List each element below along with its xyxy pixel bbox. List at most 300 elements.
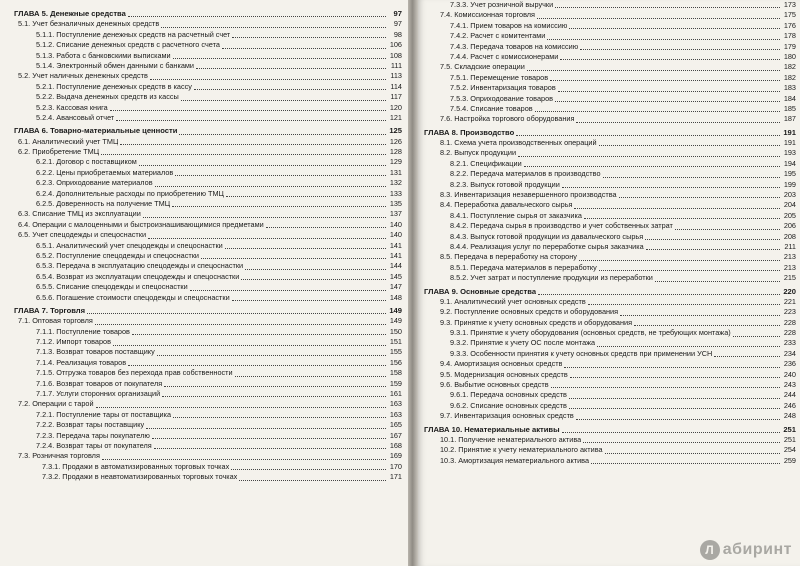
toc-entry — [14, 137, 402, 147]
toc-page-number: 126 — [389, 136, 402, 146]
toc-page-number: 131 — [389, 167, 402, 177]
dot-leader — [235, 375, 386, 377]
toc-page-number: 151 — [389, 337, 402, 347]
toc-entry-title: 6.5. Учет спецодежды и спецоснастки — [18, 230, 147, 240]
toc-page-number: 144 — [389, 261, 402, 271]
toc-entry-title: 7.4.1. Прием товаров на комиссию — [450, 20, 568, 30]
dot-leader — [226, 195, 386, 197]
toc-page-number: 182 — [783, 72, 796, 82]
toc-entry-title: 9.5. Модернизация основных средств — [440, 369, 568, 379]
toc-entry — [422, 359, 796, 369]
toc-entry-title: 5.1.3. Работа с банковскими выписками — [36, 50, 171, 60]
toc-page-number: 155 — [389, 347, 402, 357]
toc-entry-title: ГЛАВА 10. Нематериальные активы — [424, 424, 560, 434]
toc-entry — [422, 169, 796, 179]
toc-entry — [14, 147, 402, 157]
dot-leader — [569, 397, 780, 399]
toc-entry-title: 7.2.1. Поступление тары от поставщика — [36, 409, 172, 419]
toc-entry — [14, 348, 402, 358]
toc-page-number: 185 — [783, 103, 796, 113]
toc-entry — [14, 441, 402, 451]
toc-entry-title: 10.3. Амортизация нематериального актива — [440, 455, 590, 465]
dot-leader — [675, 228, 780, 230]
toc-entry — [422, 380, 796, 390]
toc-page-number: 137 — [389, 209, 402, 219]
toc-entry — [14, 189, 402, 199]
toc-entry — [422, 94, 796, 104]
toc-page-number: 97 — [393, 8, 402, 18]
dot-leader — [110, 109, 386, 111]
toc-entry-title: 6.5.1. Аналитический учет спецодежды и спецоснастки — [36, 240, 223, 250]
toc-entry-title: 6.2. Приобретение ТМЦ — [18, 147, 100, 157]
toc-entry-title: 8.4.2. Передача сырья в производство и учет собственных затрат — [450, 221, 673, 231]
dot-leader — [538, 293, 780, 295]
book-gutter — [408, 0, 418, 566]
toc-entry-title: 6.5.3. Передача в эксплуатацию спецодежды и спецоснастки — [36, 261, 244, 271]
dot-leader — [599, 144, 780, 146]
toc-page-number: 128 — [389, 147, 402, 157]
toc-entry — [14, 399, 402, 409]
toc-entry-title: 6.4. Операции с малоценными и быстроизнашивающимися предметами — [18, 219, 264, 229]
toc-page-number: 141 — [389, 240, 402, 250]
toc-page-number: 129 — [389, 157, 402, 167]
dot-leader — [564, 366, 780, 368]
dot-leader — [555, 6, 780, 8]
dot-leader — [139, 164, 386, 166]
toc-entry-title: 8.5.2. Учет затрат и поступление продукции из переработки — [450, 273, 653, 283]
toc-entry-title: 7.1.6. Возврат товаров от покупателя — [36, 378, 163, 388]
toc-chapter-heading — [422, 128, 796, 138]
toc-page-number: 233 — [783, 338, 796, 348]
toc-entry — [14, 30, 402, 40]
dot-leader — [181, 99, 386, 101]
dot-leader — [588, 303, 780, 305]
dot-leader — [245, 268, 386, 270]
toc-page-number: 169 — [389, 451, 402, 461]
toc-page-number: 163 — [389, 399, 402, 409]
toc-page-number: 121 — [389, 112, 402, 122]
toc-entry-title: 8.1. Схема учета производственных операций — [440, 138, 597, 148]
dot-leader — [232, 36, 386, 38]
toc-entry — [422, 73, 796, 83]
toc-page-number: 168 — [389, 441, 402, 450]
toc-page-number: 259 — [783, 455, 796, 465]
dot-leader — [527, 69, 780, 71]
dot-leader — [569, 407, 780, 409]
toc-entry — [14, 327, 402, 337]
toc-chapter-heading — [422, 425, 796, 435]
toc-entry-title: 8.4.3. Выпуск готовой продукции из давальческого сырья — [450, 231, 644, 241]
toc-entry — [422, 190, 796, 200]
toc-page-number: 133 — [389, 188, 402, 198]
toc-page-number: 173 — [783, 0, 796, 9]
toc-page-number: 171 — [389, 472, 402, 482]
toc-entry-title: 7.4.2. Расчет с комитентами — [450, 31, 546, 41]
dot-leader — [569, 27, 780, 29]
toc-chapter-heading — [14, 126, 402, 136]
toc-entry — [14, 282, 402, 292]
toc-page-number: 220 — [783, 286, 796, 296]
toc-page-number: 251 — [783, 424, 796, 434]
toc-page-number: 145 — [389, 271, 402, 281]
toc-entry — [14, 431, 402, 441]
toc-entry — [422, 221, 796, 231]
toc-entry-title: 8.2.1. Спецификации — [450, 158, 522, 168]
toc-entry-title: 5.2.1. Поступление денежных средств в кассу — [36, 81, 192, 91]
dot-leader — [96, 406, 386, 408]
dot-leader — [161, 26, 386, 28]
toc-entry-title: 9.6.1. Передача основных средств — [450, 390, 567, 400]
toc-entry — [422, 456, 796, 466]
toc-entry — [14, 462, 402, 472]
toc-entry-title: ГЛАВА 8. Производство — [424, 127, 515, 137]
toc-entry-title: 8.4. Переработка давальческого сырья — [440, 200, 573, 210]
dot-leader — [190, 289, 386, 291]
toc-page-number: 156 — [389, 357, 402, 367]
toc-entry — [422, 242, 796, 252]
toc-entry — [14, 157, 402, 167]
dot-leader — [576, 418, 780, 420]
toc-entry-title: 7.6. Настройка торгового оборудования — [440, 114, 575, 124]
toc-entry — [14, 71, 402, 81]
toc-page-number: 254 — [783, 445, 796, 455]
toc-entry — [14, 337, 402, 347]
toc-page-number: 205 — [783, 210, 796, 220]
toc-entry-title: 6.5.4. Возврат из эксплуатации спецодежды и спецоснастки — [36, 271, 240, 281]
toc-entry — [422, 435, 796, 445]
toc-entry-title: 6.5.6. Погашение стоимости спецодежды и спецоснастки — [36, 292, 230, 302]
toc-entry — [14, 261, 402, 271]
toc-entry — [14, 251, 402, 261]
toc-entry — [14, 178, 402, 188]
toc-entry — [14, 272, 402, 282]
toc-entry — [422, 252, 796, 262]
toc-entry — [422, 211, 796, 221]
toc-page-number: 208 — [783, 231, 796, 241]
dot-leader — [518, 155, 780, 157]
watermark-text: абиринт — [722, 541, 792, 558]
dot-leader — [579, 259, 780, 261]
dot-leader — [584, 217, 780, 219]
toc-entry — [422, 370, 796, 380]
dot-leader — [232, 299, 386, 301]
toc-entry — [14, 82, 402, 92]
toc-entry — [422, 339, 796, 349]
dot-leader — [535, 110, 780, 112]
dot-leader — [714, 355, 780, 357]
dot-leader — [95, 323, 386, 325]
toc-entry-title: ГЛАВА 6. Товарно-материальные ценности — [14, 126, 178, 136]
toc-page-number: 195 — [783, 169, 796, 179]
toc-page-number: 108 — [389, 50, 402, 60]
toc-entry — [422, 200, 796, 210]
dot-leader — [619, 196, 780, 198]
dot-leader — [157, 354, 386, 356]
toc-page-number: 223 — [783, 307, 796, 317]
toc-entry — [14, 113, 402, 123]
dot-leader — [113, 344, 386, 346]
toc-page-number: 167 — [389, 430, 402, 440]
toc-entry — [422, 42, 796, 52]
toc-page-number: 248 — [783, 411, 796, 421]
toc-page-number: 158 — [389, 368, 402, 378]
toc-page-number: 191 — [783, 138, 796, 148]
toc-chapter-heading — [14, 9, 402, 19]
dot-leader — [516, 134, 780, 136]
toc-page-number: 246 — [783, 400, 796, 410]
toc-page-number: 120 — [389, 102, 402, 112]
dot-leader — [591, 462, 780, 464]
toc-page-number: 228 — [783, 317, 796, 327]
toc-entry — [14, 451, 402, 461]
toc-entry — [422, 62, 796, 72]
toc-entry — [422, 273, 796, 283]
toc-entry-title: 6.3. Списание ТМЦ из эксплуатации — [18, 209, 141, 219]
toc-page-number: 178 — [783, 31, 796, 41]
toc-entry — [14, 220, 402, 230]
dot-leader — [620, 314, 780, 316]
dot-leader — [222, 47, 386, 49]
toc-page-number: 97 — [393, 19, 402, 29]
toc-page-number: 165 — [389, 420, 402, 430]
toc-entry-title: 7.3.1. Продажи в автоматизированных торговых точках — [42, 461, 230, 471]
toc-page-number: 215 — [783, 273, 796, 283]
toc-page-number: 98 — [393, 29, 402, 39]
toc-page-number: 244 — [783, 390, 796, 400]
dot-leader — [655, 280, 780, 282]
dot-leader — [562, 431, 780, 433]
dot-leader — [580, 48, 780, 50]
toc-entry — [422, 159, 796, 169]
dot-leader — [558, 90, 780, 92]
toc-entry-title: 7.1.5. Отгрузка товаров без перехода прав собственности — [36, 368, 233, 378]
toc-page-number: 148 — [389, 292, 402, 302]
toc-entry-title: 8.5.1. Передача материалов в переработку — [450, 262, 597, 272]
toc-entry — [14, 92, 402, 102]
dot-leader — [597, 345, 780, 347]
toc-entry-title: 7.4. Комиссионная торговля — [440, 10, 535, 20]
toc-page-number: 147 — [389, 282, 402, 292]
toc-page-number: 113 — [390, 71, 402, 81]
toc-entry — [422, 10, 796, 20]
toc-entry-title: ГЛАВА 9. Основные средства — [424, 286, 537, 296]
toc-entry-title: 9.1. Аналитический учет основных средств — [440, 296, 586, 306]
toc-page-number: 135 — [389, 199, 402, 209]
toc-entry-title: 6.2.5. Доверенность на получение ТМЦ — [36, 199, 171, 209]
toc-page-number: 193 — [783, 148, 796, 158]
toc-right-page — [418, 0, 800, 566]
dot-leader — [179, 133, 386, 135]
toc-page-number: 149 — [389, 316, 402, 326]
dot-leader — [551, 386, 780, 388]
toc-entry — [14, 61, 402, 71]
toc-entry — [422, 21, 796, 31]
toc-page-number: 199 — [783, 179, 796, 189]
toc-entry — [14, 103, 402, 113]
dot-leader — [547, 38, 780, 40]
toc-entry-title: 7.1.1. Поступление товаров — [36, 326, 130, 336]
dot-leader — [143, 216, 386, 218]
dot-leader — [550, 79, 780, 81]
dot-leader — [172, 205, 386, 207]
toc-entry — [14, 316, 402, 326]
toc-entry-title: 7.4.3. Передача товаров на комиссию — [450, 41, 579, 51]
dot-leader — [196, 67, 386, 69]
toc-entry-title: 8.2.2. Передача материалов в производство — [450, 169, 601, 179]
toc-page-number: 251 — [783, 435, 796, 444]
toc-entry — [422, 445, 796, 455]
dot-leader — [583, 441, 780, 443]
toc-entry — [14, 410, 402, 420]
toc-entry-title: 8.3. Инвентаризация незавершенного производства — [440, 190, 617, 200]
toc-entry-title: 5.1.4. Электронный обмен данными с банками — [36, 60, 194, 70]
toc-entry — [422, 307, 796, 317]
toc-page-number: 117 — [390, 92, 402, 102]
toc-entry-title: 7.1.2. Импорт товаров — [36, 337, 111, 347]
dot-leader — [132, 333, 386, 335]
toc-page-number: 213 — [783, 262, 796, 272]
toc-page-number: 182 — [783, 62, 796, 72]
toc-entry-title: 5.2.3. Кассовая книга — [36, 102, 108, 112]
toc-entry-title: 8.2. Выпуск продукции — [440, 148, 517, 158]
dot-leader — [164, 385, 386, 387]
toc-page-number: 141 — [389, 250, 402, 260]
dot-leader — [733, 335, 780, 337]
toc-entry-title: 9.6. Выбытие основных средств — [440, 380, 549, 390]
dot-leader — [562, 186, 780, 188]
toc-page-number: 243 — [783, 380, 796, 390]
toc-entry — [14, 51, 402, 61]
dot-leader — [155, 185, 386, 187]
dot-leader — [116, 119, 386, 121]
dot-leader — [574, 207, 780, 209]
toc-entry-title: 7.5. Складские операции — [440, 62, 525, 72]
toc-entry-title: 6.2.1. Договор с поставщиком — [36, 157, 137, 167]
dot-leader — [201, 257, 386, 259]
toc-entry — [422, 390, 796, 400]
toc-entry-title: 7.2.4. Возврат тары от покупателя — [36, 441, 152, 450]
toc-entry-title: 9.3.3. Особенности принятия к учету основных средств при применении УСН — [450, 348, 713, 358]
toc-entry — [14, 19, 402, 29]
toc-entry — [14, 368, 402, 378]
toc-entry-title: 7.5.4. Списание товаров — [450, 103, 533, 113]
toc-entry — [422, 138, 796, 148]
dot-leader — [162, 395, 386, 397]
dot-leader — [128, 364, 386, 366]
dot-leader — [524, 165, 780, 167]
toc-entry — [422, 104, 796, 114]
toc-page-number: 234 — [783, 348, 796, 358]
toc-entry-title: 8.4.4. Реализация услуг по переработке сырья заказчика — [450, 241, 644, 251]
toc-entry-title: 5.2.2. Выдача денежных средств из кассы — [36, 92, 179, 102]
toc-entry-title: 6.2.4. Дополнительные расходы по приобретению ТМЦ — [36, 188, 224, 198]
toc-entry — [422, 349, 796, 359]
toc-entry-title: 6.2.3. Оприходование материалов — [36, 178, 153, 188]
dot-leader — [128, 15, 386, 17]
toc-entry — [422, 180, 796, 190]
toc-entry — [14, 209, 402, 219]
toc-page-number: 228 — [783, 328, 796, 338]
toc-entry-title: 9.3.1. Принятие к учету оборудования (основных средств, не требующих монтажа) — [450, 328, 731, 338]
toc-page-number: 111 — [390, 60, 402, 70]
toc-chapter-heading — [422, 287, 796, 297]
toc-entry-title: 9.4. Амортизация основных средств — [440, 359, 563, 369]
toc-entry-title: 7.2. Операции с тарой — [18, 399, 94, 409]
toc-page-number: 203 — [783, 190, 796, 200]
toc-entry-title: 7.3. Розничная торговля — [18, 451, 100, 461]
toc-entry — [14, 241, 402, 251]
toc-entry-title: 9.6.2. Списание основных средств — [450, 400, 567, 410]
toc-page-number: 150 — [389, 326, 402, 336]
dot-leader — [239, 479, 386, 481]
toc-entry-title: 8.2.3. Выпуск готовой продукции — [450, 179, 560, 189]
dot-leader — [603, 176, 781, 178]
dot-leader — [146, 427, 386, 429]
toc-entry — [422, 263, 796, 273]
toc-entry-title: 7.2.2. Возврат тары поставщику — [36, 420, 145, 430]
toc-entry-title: 8.5. Передача в переработку на сторону — [440, 252, 577, 262]
toc-page-number: 204 — [783, 200, 796, 210]
toc-page-number: 175 — [783, 10, 796, 20]
toc-entry-title: 6.5.2. Поступление спецодежды и спецоснастки — [36, 250, 199, 260]
toc-entry-title: 5.1. Учет безналичных денежных средств — [18, 19, 160, 29]
dot-leader — [152, 437, 386, 439]
toc-page-number: 161 — [389, 389, 402, 399]
toc-entry — [14, 199, 402, 209]
toc-page-number: 213 — [783, 252, 796, 262]
dot-leader — [225, 247, 386, 249]
toc-entry-title: 7.1.3. Возврат товаров поставщику — [36, 347, 155, 357]
toc-entry-title: ГЛАВА 5. Денежные средства — [14, 8, 126, 18]
dot-leader — [231, 468, 386, 470]
toc-page-number: 187 — [783, 114, 796, 124]
toc-entry — [422, 114, 796, 124]
toc-page-number: 106 — [389, 40, 402, 50]
toc-entry-title: 5.2.4. Авансовый отчет — [36, 112, 115, 122]
toc-entry-title: 8.4.1. Поступление сырья от заказчика — [450, 210, 582, 220]
toc-entry-title: 5.1.1. Поступление денежных средств на расчетный счет — [36, 29, 231, 39]
toc-entry — [14, 472, 402, 482]
toc-entry-title: 7.3.2. Продажи в неавтоматизированных торговых точках — [42, 472, 238, 482]
toc-entry-title: 7.1.4. Реализация товаров — [36, 357, 127, 367]
toc-page-number: 132 — [389, 178, 402, 188]
toc-page-number: 206 — [783, 221, 796, 231]
dot-leader — [555, 100, 780, 102]
toc-entry — [422, 0, 796, 10]
toc-page-number: 140 — [389, 230, 402, 240]
toc-page-number: 125 — [389, 126, 402, 136]
toc-page-number: 236 — [783, 359, 796, 369]
dot-leader — [87, 312, 386, 314]
dot-leader — [148, 237, 386, 239]
dot-leader — [241, 278, 386, 280]
dot-leader — [173, 57, 386, 59]
toc-entry-title: 6.5.5. Списание спецодежды и спецоснастки — [36, 282, 188, 292]
dot-leader — [605, 452, 780, 454]
toc-entry — [422, 328, 796, 338]
toc-entry — [14, 40, 402, 50]
toc-page-number: 183 — [783, 83, 796, 93]
toc-entry — [14, 389, 402, 399]
toc-entry-title: 6.1. Аналитический учет ТМЦ — [18, 136, 119, 146]
toc-entry — [422, 318, 796, 328]
toc-entry-title: 7.5.1. Перемещение товаров — [450, 72, 549, 82]
toc-chapter-heading — [14, 306, 402, 316]
toc-page-number: 140 — [389, 219, 402, 229]
dot-leader — [634, 324, 780, 326]
toc-entry-title: 7.1. Оптовая торговля — [18, 316, 93, 326]
toc-entry — [14, 168, 402, 178]
